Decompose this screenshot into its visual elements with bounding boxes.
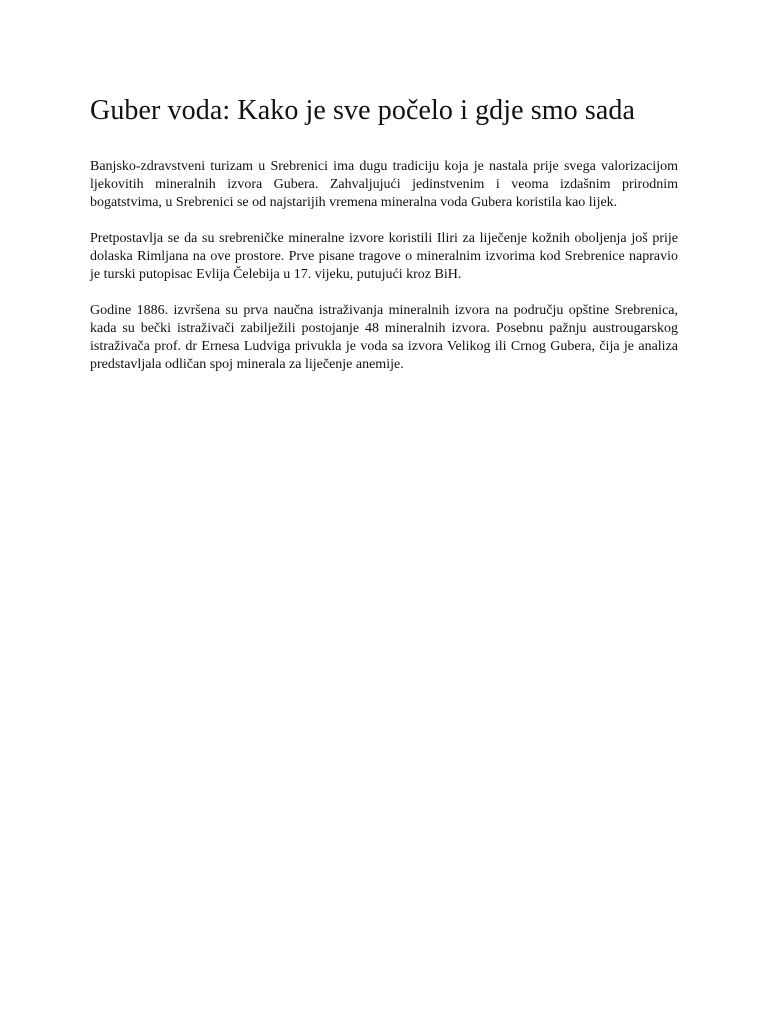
document-page [90, 92, 678, 392]
paragraph-2: Pretpostavlja se da su srebreničke mineralne izvore koristili Iliri za liječenje kožnih oboljenja još prije dolaska Rimljana na ove prostore. Prve pisane tragove o mineralnim izvorima kod Srebrenice napravio je turski putopisac Evlija Čelebija u 17. vijeku, putujući kroz BiH. [90, 231, 678, 282]
paragraph-3: Godine 1886. izvršena su prva naučna istraživanja mineralnih izvora na području opštine Srebrenica, kada su bečki istraživači zabilježili postojanje 48 mineralnih izvora. Posebnu pažnju austrougarskog istraživača prof. dr Ernesa Ludviga privukla je voda sa izvora Velikog ili Crnog Gubera, čija je analiza predstavljala odličan spoj minerala za liječenje anemije. [90, 303, 678, 372]
paragraph-1: Banjsko-zdravstveni turizam u Srebrenici ima dugu tradiciju koja je nastala prije svega valorizacijom ljekovitih mineralnih izvora Gubera. Zahvaljujući jedinstvenim i veoma izdašnim prirodnim bogatstvima, u Srebrenici se od najstarijih vremena mineralna voda Gubera koristila kao lijek. [90, 159, 678, 210]
document-title: Guber voda: Kako je sve počelo i gdje smo sada [90, 95, 636, 126]
